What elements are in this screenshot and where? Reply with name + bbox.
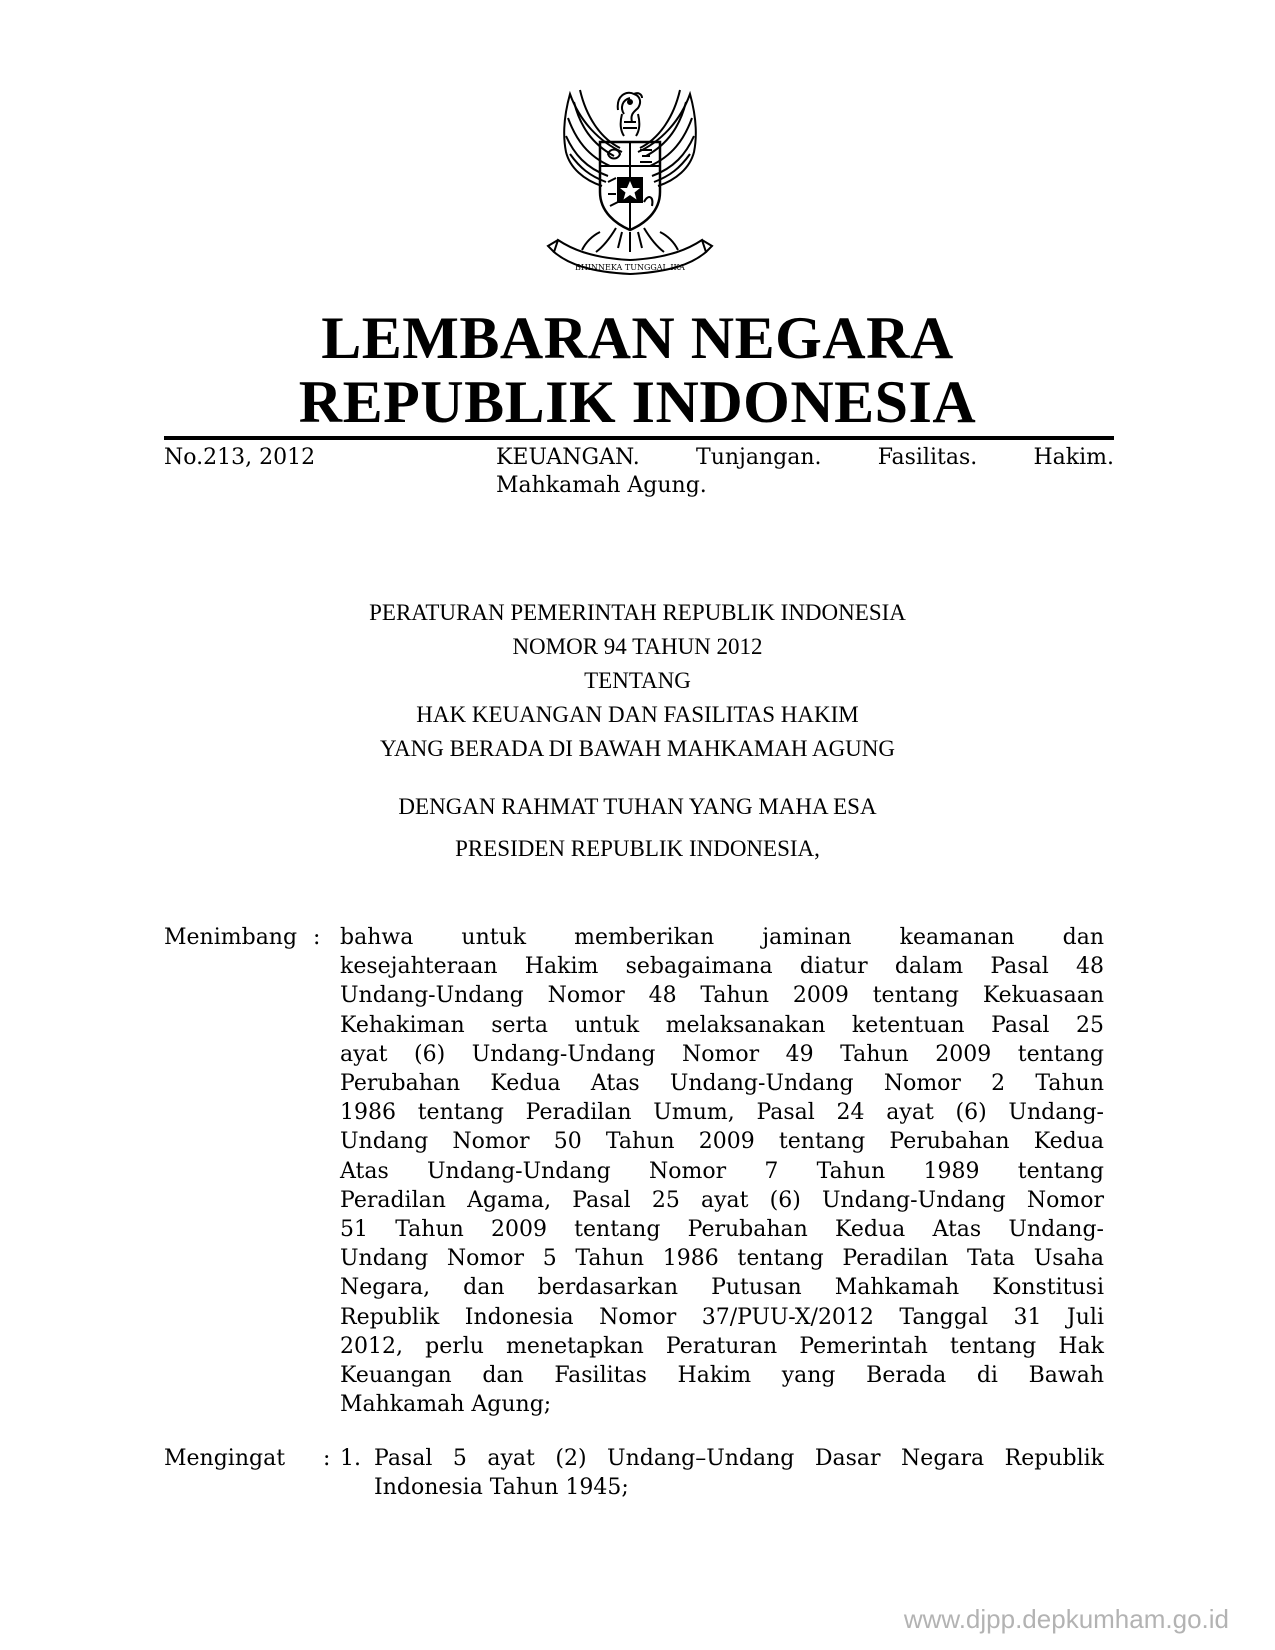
considering-line: Republik Indonesia Nomor 37/PUU-X/2012 Tanggal 31 Juli [340, 1304, 1104, 1330]
gazette-subject [496, 444, 1114, 500]
emblem-motto: BHINNEKA TUNGGAL IKA [575, 263, 685, 272]
recalling-item-text [374, 1444, 1104, 1502]
considering-line: 2012, perlu menetapkan Peraturan Pemerintah tentang Hak [340, 1333, 1104, 1359]
considering-line: Perubahan Kedua Atas Undang-Undang Nomor 2 Tahun [340, 1071, 1104, 1097]
invocation: DENGAN RAHMAT TUHAN YANG MAHA ESA [398, 794, 877, 819]
regulation-title-line-3: TENTANG [584, 668, 691, 693]
considering-line: Peradilan Agama, Pasal 25 ayat (6) Undang-Undang Nomor [340, 1187, 1104, 1213]
recalling-colon: : [323, 1446, 331, 1471]
considering-line: Atas Undang-Undang Nomor 7 Tahun 1989 tentang [340, 1158, 1104, 1184]
masthead-line-2: REPUBLIK INDONESIA [298, 369, 977, 435]
considering-line: Undang-Undang Nomor 48 Tahun 2009 tentang Kekuasaan [340, 983, 1104, 1009]
considering-line: Undang Nomor 50 Tahun 2009 tentang Perubahan Kedua [340, 1129, 1104, 1155]
gazette-number: No.213, 2012 [164, 445, 316, 470]
considering-line: Undang Nomor 5 Tahun 1986 tentang Peradilan Tata Usaha [340, 1246, 1104, 1272]
considering-line: Kehakiman serta untuk melaksanakan ketentuan Pasal 25 [340, 1012, 1104, 1038]
president-heading: PRESIDEN REPUBLIK INDONESIA, [455, 836, 820, 861]
considering-colon: : [313, 925, 321, 950]
considering-text [340, 923, 1104, 1419]
gazette-subject-line-2: Mahkamah Agung. [496, 473, 707, 498]
recalling-item-line: Pasal 5 ayat (2) Undang–Undang Dasar Negara Republik [374, 1446, 1104, 1471]
considering-label: Menimbang [164, 925, 298, 950]
regulation-title [0, 596, 1275, 766]
regulation-title-line-4: HAK KEUANGAN DAN FASILITAS HAKIM [416, 702, 859, 727]
regulation-title-line-2: NOMOR 94 TAHUN 2012 [512, 634, 763, 659]
recalling-item-number: 1. [340, 1446, 361, 1471]
masthead-line-1: LEMBARAN NEGARA [321, 305, 954, 371]
considering-line: Mahkamah Agung; [340, 1392, 552, 1418]
considering-line: bahwa untuk memberikan jaminan keamanan dan [340, 925, 1104, 950]
masthead-divider [164, 436, 1114, 440]
recalling-item-line: Indonesia Tahun 1945; [374, 1475, 629, 1500]
considering-line: Keuangan dan Fasilitas Hakim yang Berada di Bawah [340, 1363, 1104, 1389]
considering-line: ayat (6) Undang-Undang Nomor 49 Tahun 2009 tentang [340, 1041, 1104, 1067]
garuda-pancasila-emblem-icon [530, 82, 730, 280]
gazette-subject-line-1: KEUANGAN. Tunjangan. Fasilitas. Hakim. [496, 445, 1114, 470]
website-watermark: www.djpp.depkumham.go.id [903, 1604, 1229, 1634]
regulation-title-line-5: YANG BERADA DI BAWAH MAHKAMAH AGUNG [379, 736, 896, 761]
considering-line: 1986 tentang Peradilan Umum, Pasal 24 ayat (6) Undang- [340, 1100, 1104, 1126]
considering-line: Negara, dan berdasarkan Putusan Mahkamah Konstitusi [340, 1275, 1104, 1301]
regulation-title-line-1: PERATURAN PEMERINTAH REPUBLIK INDONESIA [369, 600, 906, 625]
considering-line: 51 Tahun 2009 tentang Perubahan Kedua Atas Undang- [340, 1217, 1104, 1243]
considering-line: kesejahteraan Hakim sebagaimana diatur dalam Pasal 48 [340, 954, 1104, 980]
recalling-label: Mengingat [164, 1446, 286, 1471]
